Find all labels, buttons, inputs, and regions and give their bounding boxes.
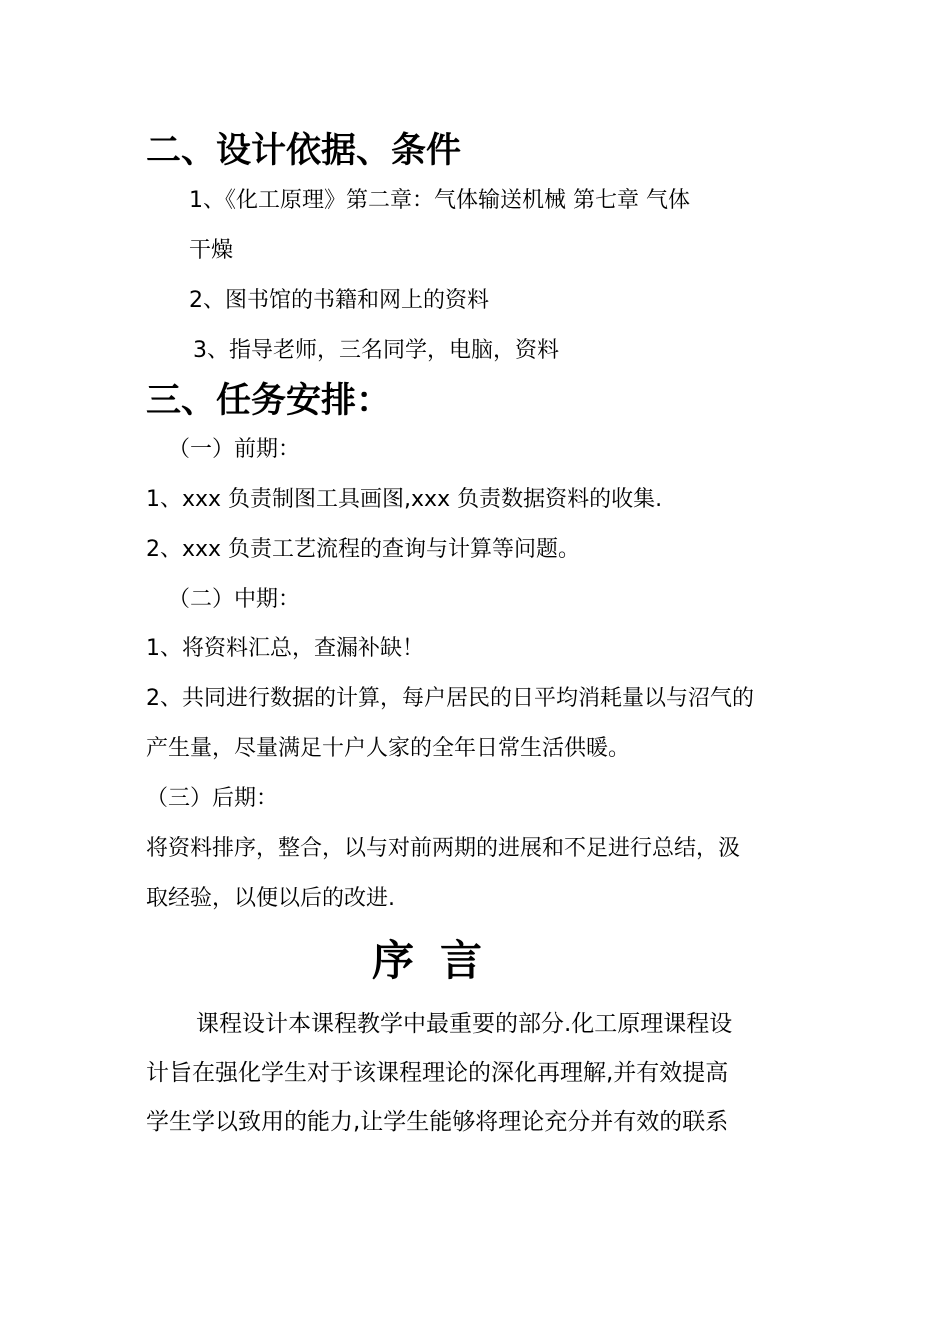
phase2-label: （二）中期： bbox=[168, 587, 301, 612]
phase1-item-2: 2、xxx 负责工艺流程的查询与计算等问题。 bbox=[146, 537, 581, 562]
phase3-item-1-continued: 取经验，以便以后的改进. bbox=[146, 886, 395, 911]
section2-heading: 二、设计依据、条件 bbox=[146, 131, 462, 171]
section2-item-1: 1、《化工原理》第二章：气体输送机械 第七章 气体 bbox=[189, 188, 690, 213]
section2-item-3: 3、指导老师，三名同学，电脑，资料 bbox=[193, 338, 559, 363]
phase1-label: （一）前期： bbox=[168, 437, 301, 462]
phase2-item-1: 1、将资料汇总，查漏补缺！ bbox=[146, 636, 424, 661]
preface-title: 序言 bbox=[372, 936, 509, 985]
preface-paragraph-line-3: 学生学以致用的能力,让学生能够将理论充分并有效的联系 bbox=[146, 1109, 729, 1135]
section3-heading: 三、任务安排： bbox=[146, 381, 392, 421]
phase3-label: （三）后期： bbox=[146, 786, 279, 811]
preface-paragraph-line-1: 课程设计本课程教学中最重要的部分.化工原理课程设 bbox=[196, 1011, 733, 1037]
phase2-item-2: 2、共同进行数据的计算，每户居民的日平均消耗量以与沼气的 bbox=[146, 686, 754, 711]
preface-paragraph-line-2: 计旨在强化学生对于该课程理论的深化再理解,并有效提高 bbox=[146, 1060, 729, 1086]
section2-item-1-continued: 干燥 bbox=[189, 238, 234, 263]
phase2-item-2-continued: 产生量，尽量满足十户人家的全年日常生活供暖。 bbox=[146, 736, 631, 761]
section2-item-2: 2、图书馆的书籍和网上的资料 bbox=[189, 288, 489, 313]
phase1-item-1: 1、xxx 负责制图工具画图,xxx 负责数据资料的收集. bbox=[146, 487, 663, 512]
phase3-item-1: 将资料排序，整合，以与对前两期的进展和不足进行总结，汲 bbox=[146, 836, 741, 861]
